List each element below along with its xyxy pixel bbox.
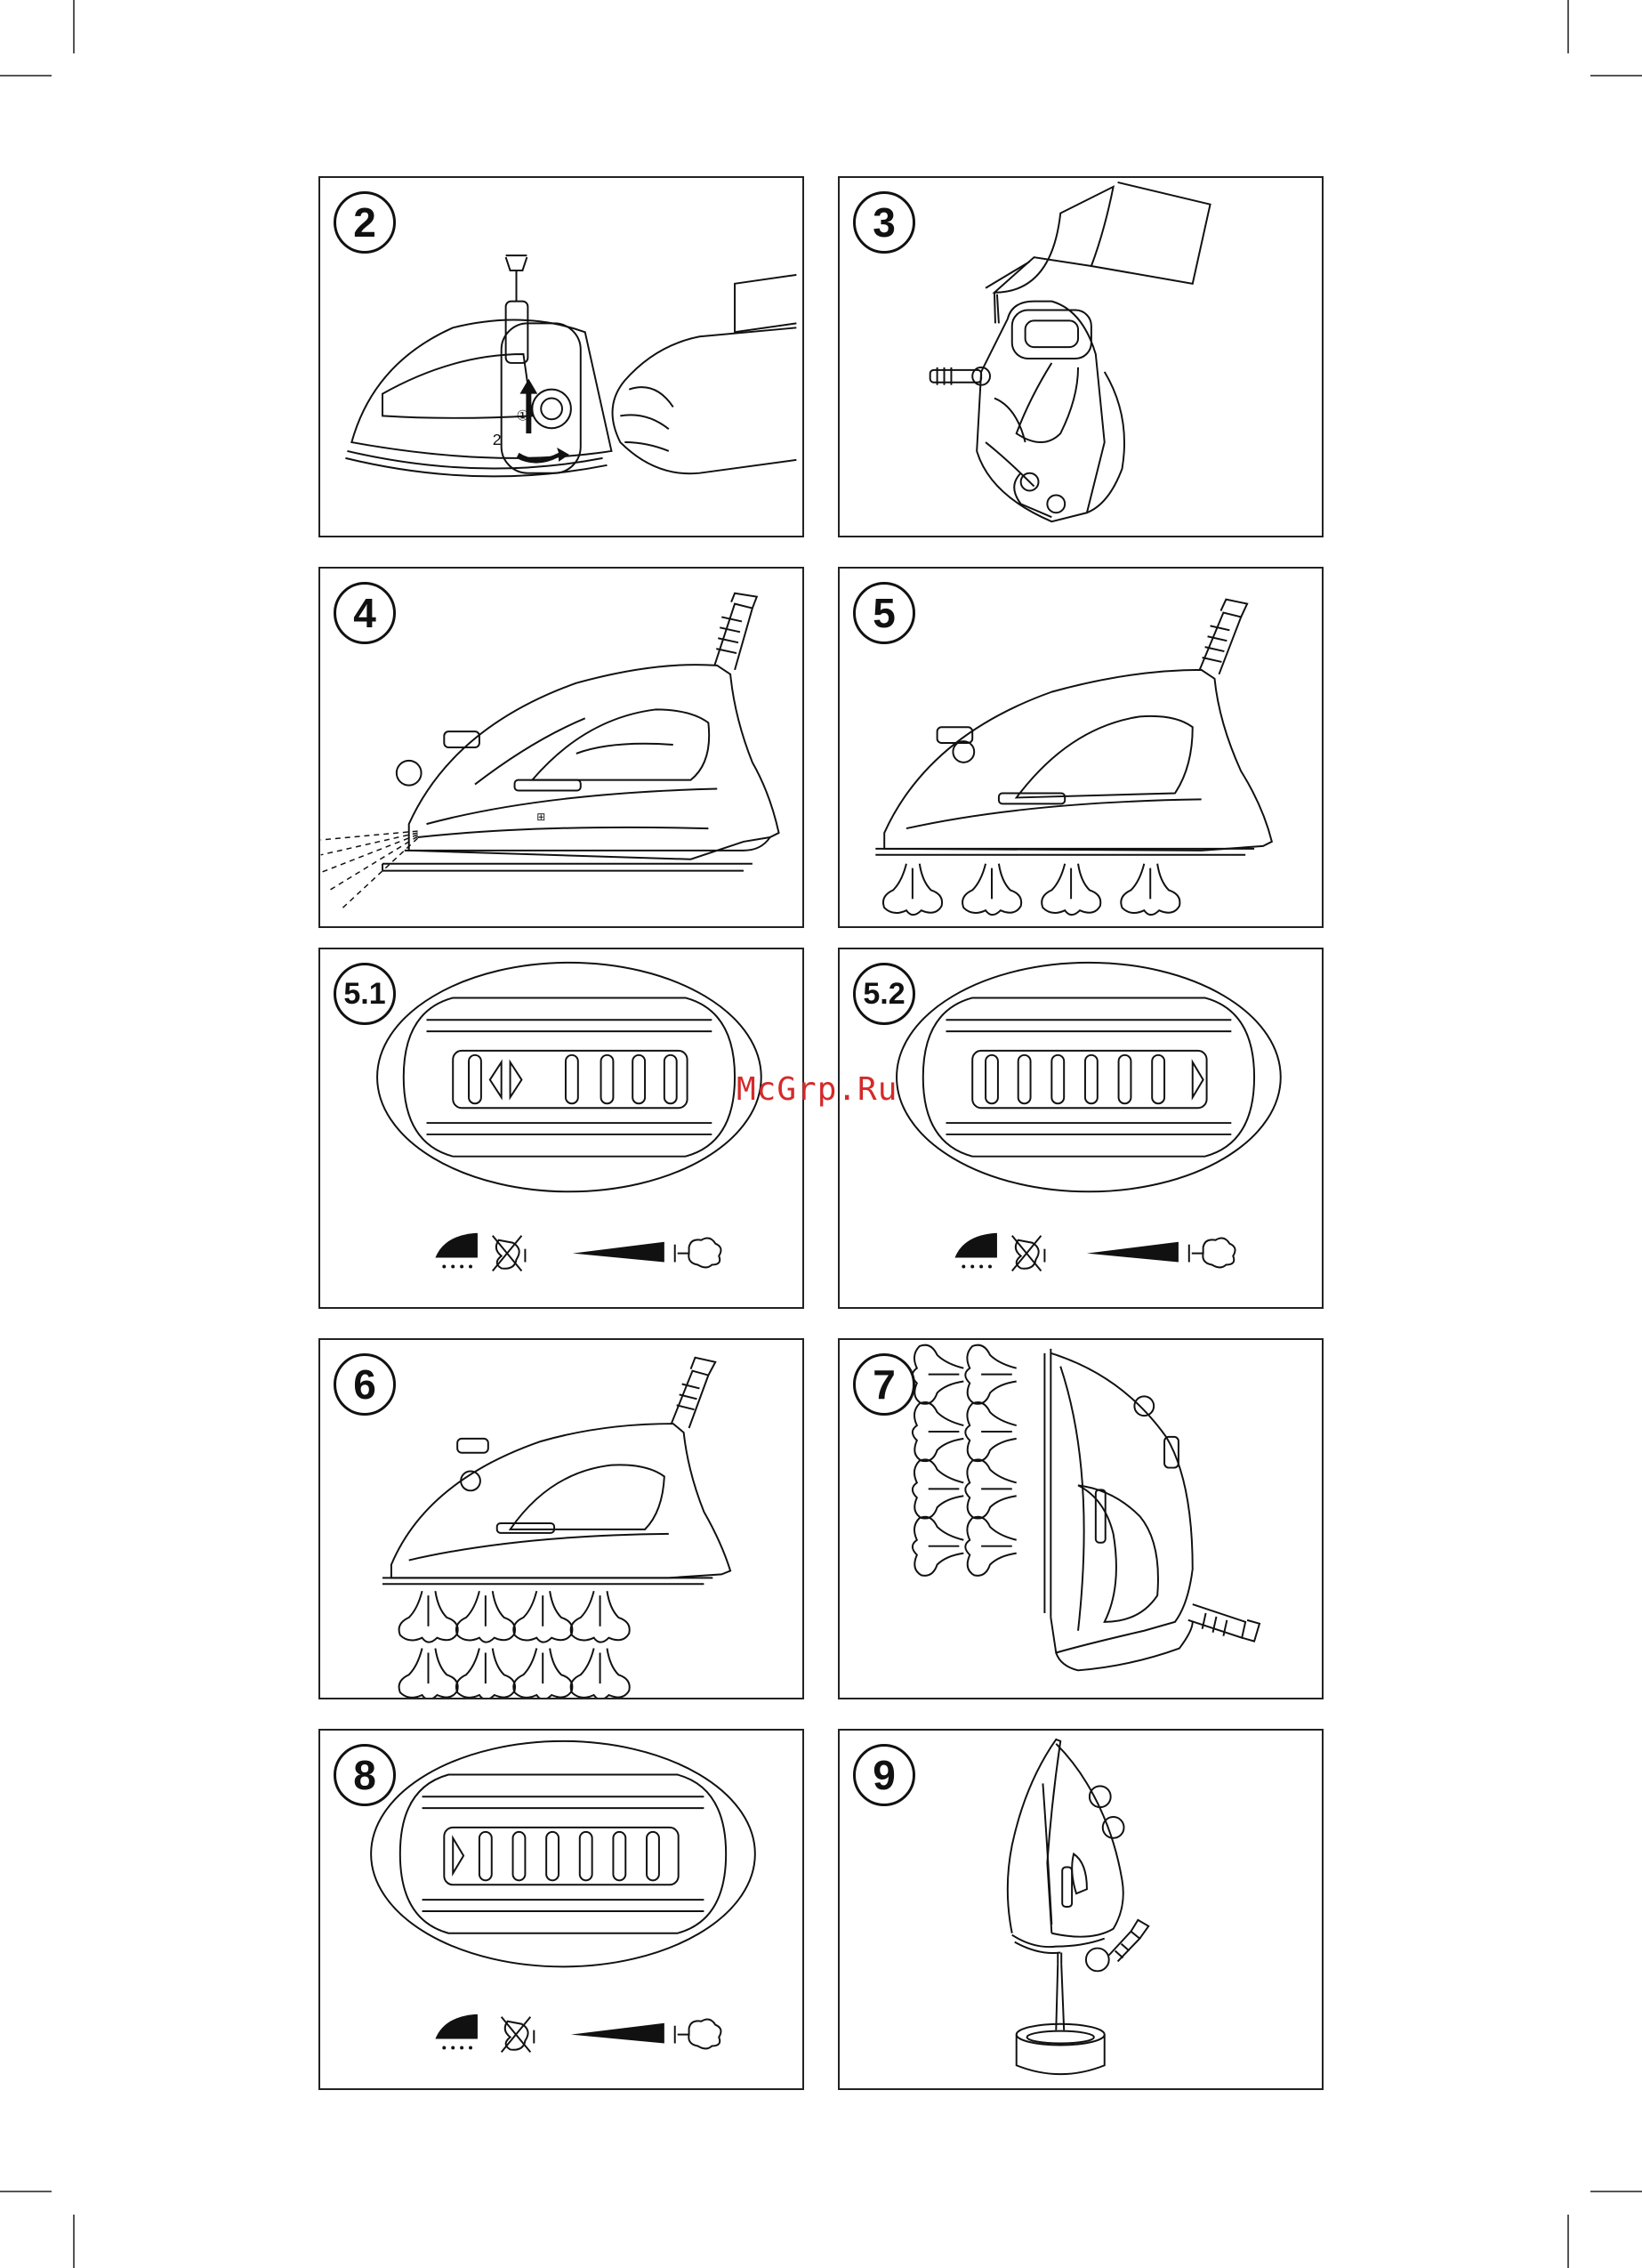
panel-step-7 bbox=[838, 1338, 1324, 1699]
step-number: 4 bbox=[334, 582, 396, 644]
step-number: 6 bbox=[334, 1353, 396, 1416]
panel-step-5-2 bbox=[838, 948, 1324, 1309]
watermark-text: McGrp.Ru bbox=[736, 1071, 898, 1108]
crop-mark bbox=[73, 2215, 75, 2268]
crop-mark bbox=[1590, 2191, 1642, 2192]
steam-puff-icon bbox=[913, 1345, 963, 1404]
step-number: 9 bbox=[853, 1744, 915, 1806]
panel-step-9 bbox=[838, 1729, 1324, 2090]
steam-level-wedge bbox=[573, 1242, 664, 1263]
step-marker-2: 2 bbox=[492, 431, 502, 449]
step-number: 5.1 bbox=[334, 963, 396, 1025]
steam-level-wedge bbox=[571, 2023, 664, 2044]
crop-mark bbox=[1567, 2215, 1569, 2268]
crop-mark bbox=[0, 75, 52, 77]
no-steam-icon bbox=[1012, 1236, 1045, 1271]
step-number: 2 bbox=[334, 191, 396, 254]
dry-iron-icon bbox=[954, 1233, 997, 1269]
crop-mark bbox=[73, 0, 75, 53]
panel-step-2 bbox=[318, 176, 804, 537]
max-steam-icon bbox=[1189, 1239, 1236, 1268]
panel-step-3 bbox=[838, 176, 1324, 537]
crop-mark bbox=[0, 2191, 52, 2192]
crop-mark bbox=[1567, 0, 1569, 53]
max-steam-icon bbox=[675, 1239, 721, 1268]
step-number: 3 bbox=[853, 191, 915, 254]
max-steam-icon bbox=[675, 2020, 721, 2049]
no-steam-icon bbox=[502, 2017, 535, 2053]
steam-puff-icon bbox=[883, 864, 942, 915]
steam-puff-icon bbox=[399, 1591, 458, 1642]
panel-step-8 bbox=[318, 1729, 804, 2090]
dry-iron-icon bbox=[435, 2014, 478, 2050]
panel-step-5-1 bbox=[318, 948, 804, 1309]
no-steam-icon bbox=[493, 1236, 526, 1271]
steam-level-wedge bbox=[1087, 1242, 1179, 1263]
panel-step-6 bbox=[318, 1338, 804, 1699]
step-number: 7 bbox=[853, 1353, 915, 1416]
panel-step-4 bbox=[318, 567, 804, 928]
panel-step-5 bbox=[838, 567, 1324, 928]
step-number: 5 bbox=[853, 582, 915, 644]
step-number: 5.2 bbox=[853, 963, 915, 1025]
step-number: 8 bbox=[334, 1744, 396, 1806]
step-marker-1: ① bbox=[516, 408, 529, 424]
crop-mark bbox=[1590, 75, 1642, 77]
dry-iron-icon bbox=[435, 1233, 478, 1269]
svg-text:⊞: ⊞ bbox=[536, 811, 546, 824]
